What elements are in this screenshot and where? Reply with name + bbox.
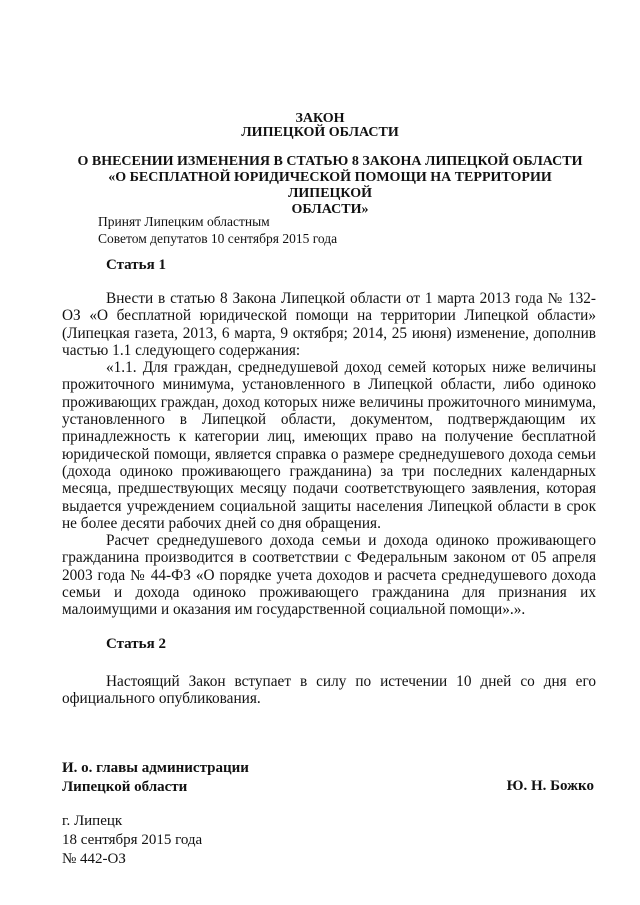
article-paragraph: Настоящий Закон вступает в силу по истечении 10 дней со дня его официального опубликования. [62, 673, 596, 708]
signatory-title-line: И. о. главы администрации [62, 760, 249, 776]
adoption-line: Советом депутатов 10 сентября 2015 года [98, 231, 338, 246]
document-footer [62, 812, 202, 869]
footer-date: 18 сентября 2015 года [62, 832, 203, 848]
article-paragraph: Расчет среднедушевого дохода семьи и дохода одиноко проживающего гражданина производится в соответствии с Федеральным законом от 05 апреля 2003 года № 44-ФЗ «О порядке учета доходов и расчета среднедушевого дохода семьи и дохода одиноко проживающего гражданина для признания их малоимущими и оказания им государственной социальной помощи».». [62, 532, 596, 619]
article-paragraph: Внести в статью 8 Закона Липецкой области от 1 марта 2013 года № 132-ОЗ «О бесплатной юридической помощи на территории Липецкой области» (Липецкая газета, 2013, 6 марта, 9 октября; 2014, 25 июня) изменение, дополнив частью 1.1 следующего содержания: [62, 290, 596, 359]
article-1-body [62, 290, 596, 619]
signatory-title [62, 759, 249, 797]
article-2-heading: Статья 2 [106, 636, 166, 652]
article-1-heading: Статья 1 [106, 257, 166, 273]
signatory-name: Ю. Н. Божко [506, 778, 594, 794]
law-subject-line: «О БЕСПЛАТНОЙ ЮРИДИЧЕСКОЙ ПОМОЩИ НА ТЕРРИТОРИИ ЛИПЕЦКОЙ [108, 170, 552, 201]
article-2-body [62, 673, 596, 708]
footer-city: г. Липецк [62, 813, 123, 829]
adoption-line: Принят Липецким областным [98, 214, 270, 229]
adoption-note [98, 213, 337, 247]
law-subject [70, 154, 590, 218]
region-title: ЛИПЕЦКОЙ ОБЛАСТИ [241, 125, 399, 140]
law-subject-line: ОБЛАСТИ» [291, 202, 369, 217]
signatory-title-line: Липецкой области [62, 779, 188, 795]
footer-number: № 442-ОЗ [62, 851, 126, 867]
doc-type-title: ЗАКОН [295, 111, 345, 126]
law-subject-line: О ВНЕСЕНИИ ИЗМЕНЕНИЯ В СТАТЬЮ 8 ЗАКОНА ЛИПЕЦКОЙ ОБЛАСТИ [77, 154, 583, 169]
article-paragraph: «1.1. Для граждан, среднедушевой доход семей которых ниже величины прожиточного минимума, установленного в Липецкой области, либо одиноко проживающих граждан, доход которых ниже величины прожиточного минимума, установленного в Липецкой области, документом, подтверждающим их принадлежность к категории лиц, имеющих право на получение бесплатной юридической помощи, является справка о размере среднедушевого дохода семьи (дохода одиноко проживающего гражданина) за три последних календарных месяца, предшествующих месяцу подачи соответствующего заявления, которая выдается учреждением социальной защиты населения Липецкой области в срок не более десяти рабочих дней со дня обращения. [62, 359, 596, 532]
